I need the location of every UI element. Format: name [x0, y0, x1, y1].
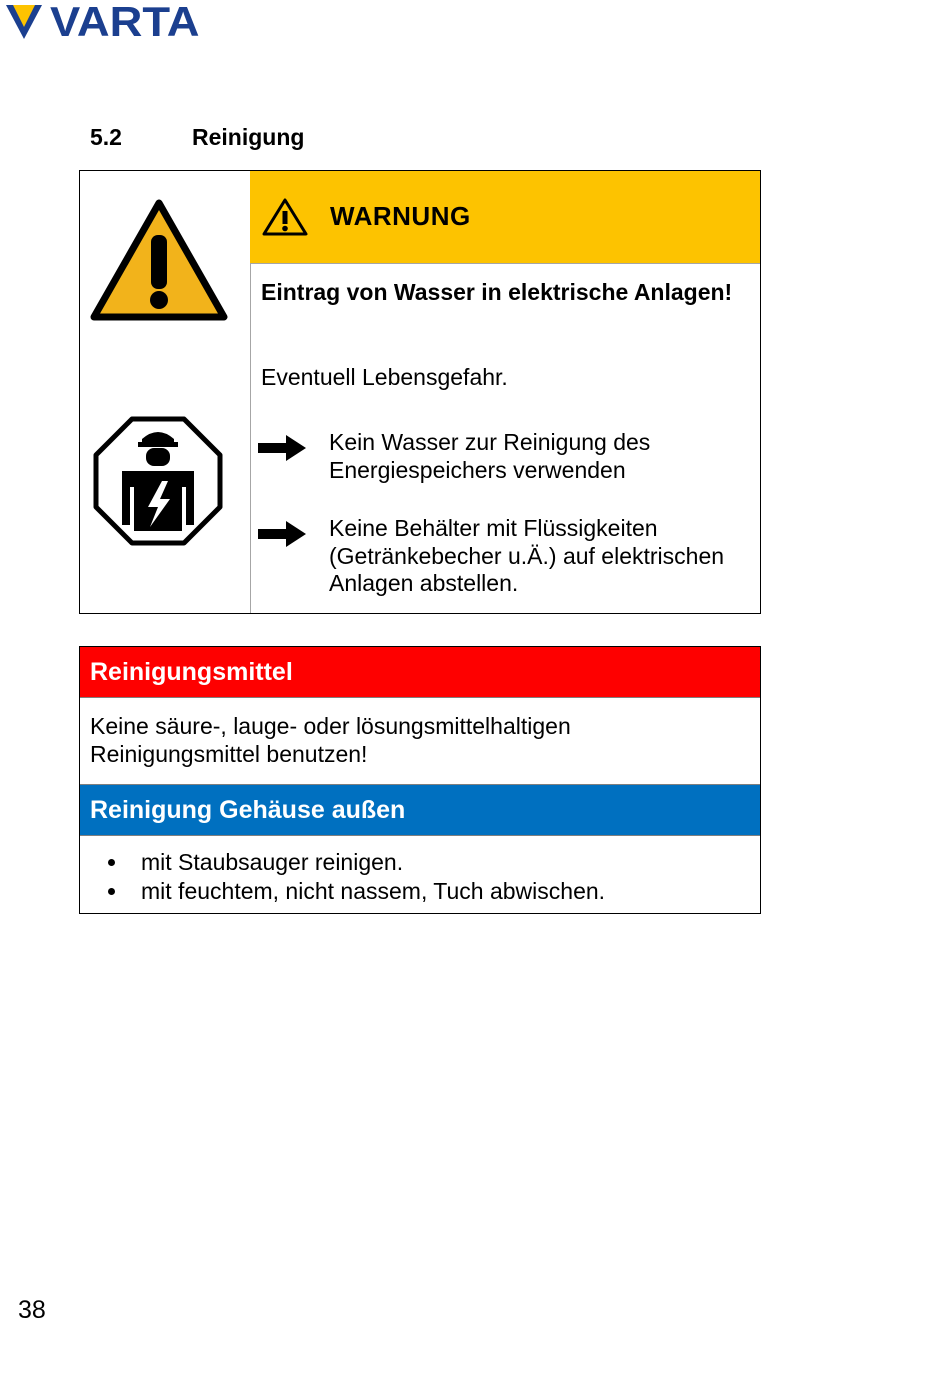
section-title: Reinigung: [192, 124, 305, 150]
list-item: [80, 877, 760, 906]
warning-header: [250, 171, 760, 264]
cleaning-agents-text: Keine säure-, lauge- oder lösungsmittelhaltigen Reinigungsmittel benutzen!: [90, 713, 571, 767]
hazard-consequence: Eventuell Lebensgefahr.: [261, 364, 508, 390]
cleaning-info-table: [79, 646, 761, 914]
warning-box: [79, 170, 761, 614]
warning-triangle-small-icon: [261, 197, 309, 237]
warning-signal-word: WARNUNG: [330, 201, 471, 231]
bullet-icon: [108, 888, 115, 895]
exterior-cleaning-heading: Reinigung Gehäuse außen: [90, 796, 406, 824]
measure-text: Keine Behälter mit Flüssigkeiten (Getränkebecher u.Ä.) auf elektrischen Anlagen abstellen.: [329, 515, 725, 596]
warning-triangle-icon: [90, 199, 228, 321]
list-item: [80, 848, 760, 877]
section-number: 5.2: [90, 124, 122, 150]
qualified-electrician-icon: [92, 415, 224, 547]
varta-logo: [6, 0, 200, 45]
exterior-cleaning-header: [80, 784, 760, 836]
list-item-text: mit Staubsauger reinigen.: [141, 849, 404, 875]
bullet-icon: [108, 859, 115, 866]
warning-icon-column: [80, 171, 251, 613]
arrow-right-icon: [258, 521, 306, 547]
list-item-text: mit feuchtem, nicht nassem, Tuch abwischen.: [141, 878, 606, 904]
hazard-statement: Eintrag von Wasser in elektrische Anlagen!: [261, 279, 733, 305]
cleaning-agents-header: [80, 647, 760, 698]
varta-v-logo-icon: [6, 5, 42, 39]
cleaning-agents-heading: Reinigungsmittel: [90, 658, 293, 686]
logo-text: VARTA: [50, 0, 200, 45]
page-number: 38: [18, 1296, 46, 1324]
exterior-cleaning-list: [80, 848, 760, 906]
arrow-right-icon: [258, 435, 306, 461]
measure-text: Kein Wasser zur Reinigung des Energiespeichers verwenden: [329, 429, 651, 483]
